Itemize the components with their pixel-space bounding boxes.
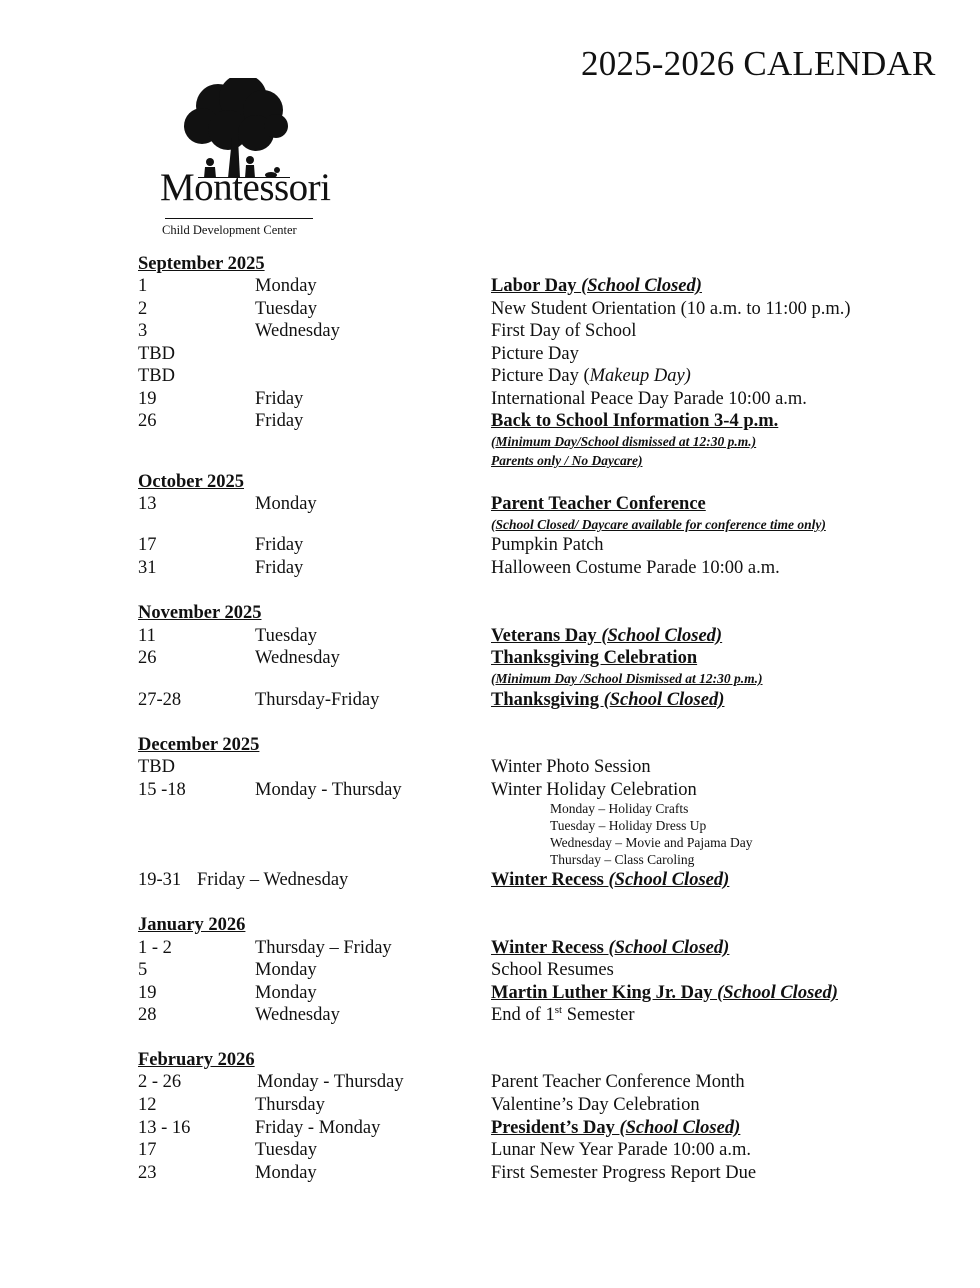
row-event: International Peace Day Parade 10:00 a.m. xyxy=(491,389,807,409)
row-day: Monday - Thursday xyxy=(257,1072,404,1092)
event-note: (School Closed) xyxy=(717,983,838,1003)
row-day: Friday - Monday xyxy=(255,1118,381,1138)
row-date: TBD xyxy=(138,344,175,364)
event-text: Winter Recess xyxy=(491,870,609,890)
row-day: Monday xyxy=(255,494,317,514)
row-date: 2 - 26 xyxy=(138,1072,182,1092)
row-event xyxy=(491,625,722,648)
activity-item: Thursday – Class Caroling xyxy=(550,852,695,867)
event-footnote: (School Closed/ Daycare available for conference time only) xyxy=(491,517,826,532)
activity-item: Wednesday – Movie and Pajama Day xyxy=(550,835,753,850)
row-day: Monday xyxy=(255,960,317,980)
row-date: 15 -18 xyxy=(138,780,186,800)
calendar-row xyxy=(0,365,980,388)
event-text: End of 1 xyxy=(491,1005,555,1025)
calendar-row xyxy=(0,534,980,557)
row-day: Tuesday xyxy=(255,626,318,646)
row-date: 31 xyxy=(138,558,157,578)
calendar-row xyxy=(0,388,980,411)
event-note: (School Closed) xyxy=(619,1118,741,1138)
event-text: President’s Day xyxy=(491,1118,620,1138)
month-heading-january: January 2026 xyxy=(138,915,246,935)
row-day: Friday xyxy=(255,411,304,431)
row-date: 12 xyxy=(138,1095,157,1115)
calendar-row xyxy=(0,493,980,516)
row-event xyxy=(491,937,729,960)
row-date: TBD xyxy=(138,366,175,386)
row-event: Halloween Costume Parade 10:00 a.m. xyxy=(491,558,780,578)
row-date: TBD xyxy=(138,757,175,777)
row-day: Friday – Wednesday xyxy=(197,870,349,890)
calendar-row xyxy=(0,1071,980,1094)
row-event: Parent Teacher Conference xyxy=(491,494,706,514)
calendar-row xyxy=(0,1117,980,1140)
calendar-row xyxy=(0,275,980,298)
activity-item: Monday – Holiday Crafts xyxy=(550,801,689,816)
row-day: Tuesday xyxy=(255,1140,318,1160)
month-heading-september: September 2025 xyxy=(138,254,265,274)
event-text: Thanksgiving xyxy=(491,690,604,710)
row-event xyxy=(491,869,729,892)
row-date: 5 xyxy=(138,960,148,980)
row-date: 13 - 16 xyxy=(138,1118,191,1138)
row-date: 19-31 xyxy=(138,870,182,890)
row-day: Wednesday xyxy=(255,1005,340,1025)
row-event: First Semester Progress Report Due xyxy=(491,1163,757,1183)
row-day: Wednesday xyxy=(255,648,340,668)
calendar-row xyxy=(0,410,980,433)
row-date: 2 xyxy=(138,299,148,319)
calendar-row xyxy=(0,625,980,648)
row-event: Pumpkin Patch xyxy=(491,535,604,555)
event-note: (School Closed) xyxy=(608,870,730,890)
calendar-row xyxy=(0,869,980,892)
ordinal-suffix: st xyxy=(554,1003,563,1016)
event-text: Labor Day xyxy=(491,276,582,296)
row-day: Thursday-Friday xyxy=(255,690,380,710)
row-date: 26 xyxy=(138,411,157,431)
row-date: 17 xyxy=(138,535,157,555)
row-date: 1 xyxy=(138,276,148,296)
row-date: 27-28 xyxy=(138,690,182,710)
event-note: Makeup Day) xyxy=(589,366,691,386)
calendar-row xyxy=(0,1004,980,1027)
row-event xyxy=(491,275,702,298)
month-heading-november: November 2025 xyxy=(138,603,262,623)
logo-divider xyxy=(165,218,313,219)
logo-subtitle: Child Development Center xyxy=(162,223,297,237)
row-day: Monday xyxy=(255,276,317,296)
row-event xyxy=(491,982,838,1005)
row-event: Parent Teacher Conference Month xyxy=(491,1072,745,1092)
row-day: Thursday – Friday xyxy=(255,938,392,958)
calendar-row xyxy=(0,320,980,343)
row-date: 13 xyxy=(138,494,157,514)
event-note: Semester xyxy=(562,1005,635,1025)
row-day: Friday xyxy=(255,389,304,409)
event-text: Martin Luther King Jr. Day xyxy=(491,983,718,1003)
calendar-row xyxy=(0,1139,980,1162)
row-date: 17 xyxy=(138,1140,157,1160)
event-footnote: (Minimum Day /School Dismissed at 12:30 p.m.) xyxy=(491,671,763,686)
school-logo xyxy=(158,78,331,242)
calendar-row xyxy=(0,689,980,712)
row-date: 3 xyxy=(138,321,148,341)
event-text: Veterans Day xyxy=(491,626,602,646)
calendar-row xyxy=(0,647,980,670)
row-event: First Day of School xyxy=(491,321,637,341)
calendar-row xyxy=(0,1162,980,1185)
row-day: Thursday xyxy=(255,1095,325,1115)
row-event: Valentine’s Day Celebration xyxy=(491,1095,700,1115)
row-date: 19 xyxy=(138,983,157,1003)
row-event xyxy=(491,1004,635,1027)
row-day: Friday xyxy=(255,535,304,555)
tree-icon xyxy=(158,78,320,178)
page-title: 2025-2026 CALENDAR xyxy=(581,44,936,83)
event-note: (School Closed) xyxy=(581,276,702,296)
calendar-row xyxy=(0,779,980,802)
calendar-row xyxy=(0,982,980,1005)
row-date: 1 - 2 xyxy=(138,938,172,958)
row-date: 28 xyxy=(138,1005,157,1025)
row-day: Monday xyxy=(255,1163,317,1183)
row-date: 23 xyxy=(138,1163,157,1183)
row-event: Back to School Information 3-4 p.m. xyxy=(491,411,779,431)
calendar-row xyxy=(0,756,980,779)
row-event: Winter Photo Session xyxy=(491,757,651,777)
event-note: (School Closed) xyxy=(608,938,730,958)
row-event: New Student Orientation (10 a.m. to 11:00 p.m.) xyxy=(491,299,851,319)
month-heading-october: October 2025 xyxy=(138,472,245,492)
row-event xyxy=(491,365,691,388)
row-day: Friday xyxy=(255,558,304,578)
calendar-row xyxy=(0,298,980,321)
row-date: 26 xyxy=(138,648,157,668)
row-event: Thanksgiving Celebration xyxy=(491,648,698,668)
row-date: 19 xyxy=(138,389,157,409)
calendar-row xyxy=(0,343,980,366)
calendar-row xyxy=(0,1094,980,1117)
row-event: School Resumes xyxy=(491,960,614,980)
event-note: (School Closed) xyxy=(601,626,723,646)
row-event xyxy=(491,1117,740,1140)
event-footnote: Parents only / No Daycare) xyxy=(491,453,643,468)
month-heading-february: February 2026 xyxy=(138,1050,255,1070)
row-event: Winter Holiday Celebration xyxy=(491,780,697,800)
row-day: Monday - Thursday xyxy=(255,780,402,800)
event-note: (School Closed) xyxy=(603,690,725,710)
activity-item: Tuesday – Holiday Dress Up xyxy=(550,818,707,833)
row-day: Wednesday xyxy=(255,321,340,341)
row-day: Monday xyxy=(255,983,317,1003)
calendar-row xyxy=(0,557,980,580)
event-footnote: (Minimum Day/School dismissed at 12:30 p.m.) xyxy=(491,434,757,449)
event-text: Picture Day ( xyxy=(491,366,590,386)
row-day: Tuesday xyxy=(255,299,318,319)
logo-name: Montessori xyxy=(160,166,331,209)
calendar-row xyxy=(0,959,980,982)
month-heading-december: December 2025 xyxy=(138,735,260,755)
row-event: Lunar New Year Parade 10:00 a.m. xyxy=(491,1140,751,1160)
event-text: Winter Recess xyxy=(491,938,609,958)
row-event xyxy=(491,689,724,712)
calendar-row xyxy=(0,937,980,960)
row-date: 11 xyxy=(138,626,156,646)
row-event: Picture Day xyxy=(491,344,579,364)
